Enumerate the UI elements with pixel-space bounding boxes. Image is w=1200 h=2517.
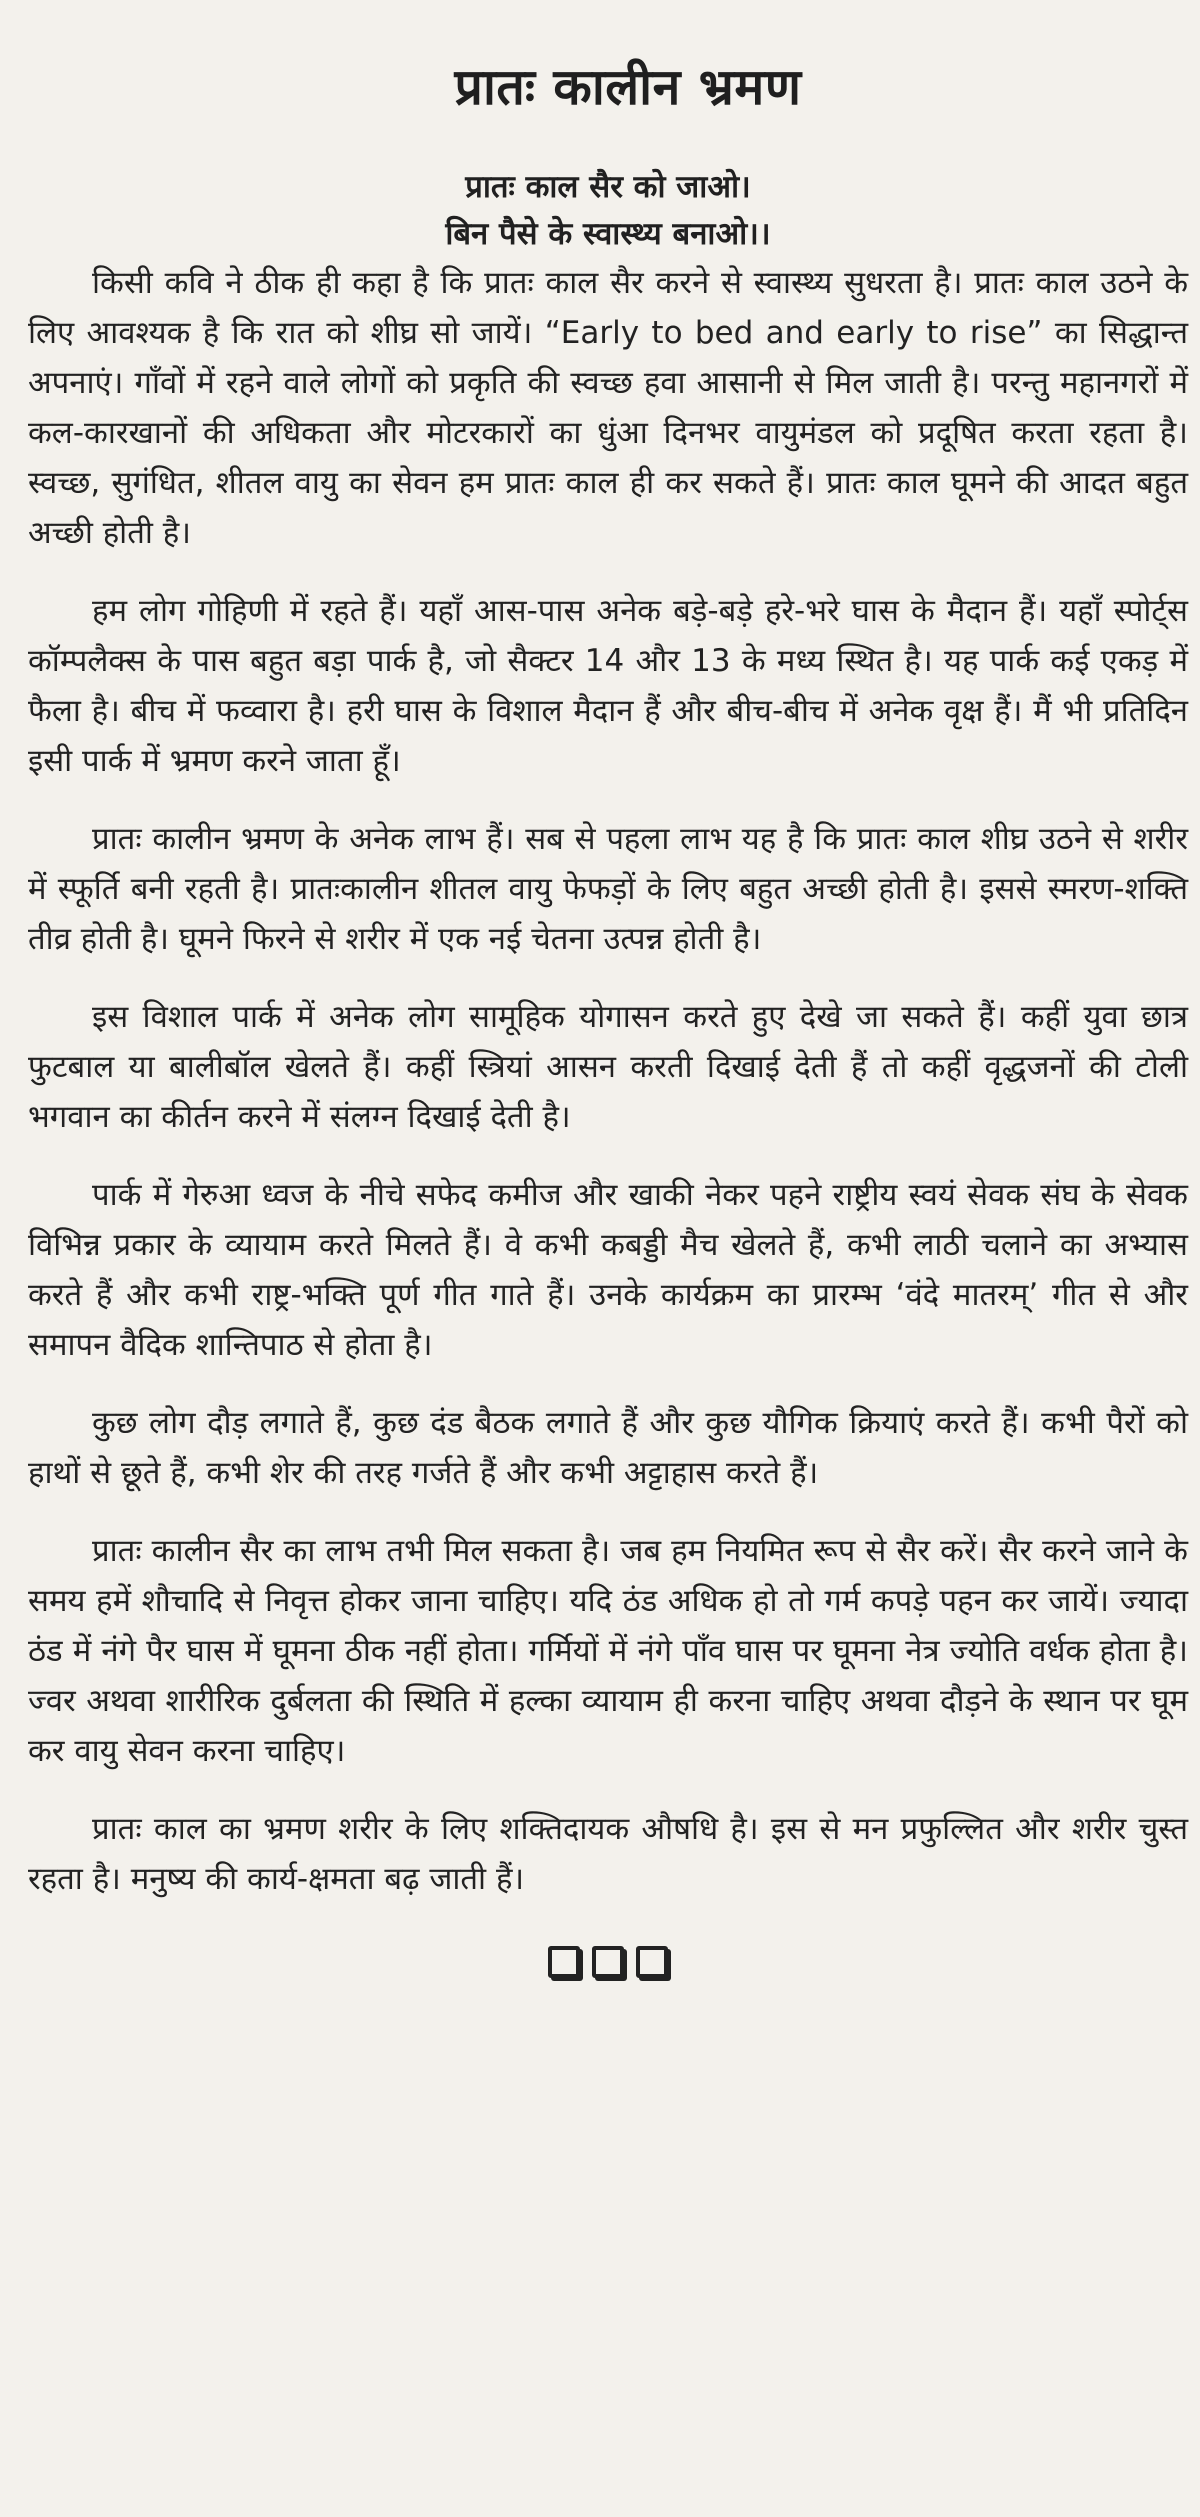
paragraph-5: पार्क में गेरुआ ध्वज के नीचे सफेद कमीज और खाकी नेकर पहने राष्ट्रीय स्वयं सेवक संघ के सेवक विभिन्न प्रकार के व्यायाम करते मिलते हैं। वे कभी कबड्डी मैच खेलते हैं, कभी लाठी चलाने का अभ्यास करते हैं और कभी राष्ट्र-भक्ति पूर्ण गीत गाते हैं। उनके कार्यक्रम का प्रारम्भ ‘वंदे मातरम्’ गीत से और समापन वैदिक शान्तिपाठ से होता है। <box>28 1177 1188 1363</box>
opening-couplet <box>28 164 1188 258</box>
paragraph-3: प्रातः कालीन भ्रमण के अनेक लाभ हैं। सब से पहला लाभ यह है कि प्रातः काल शीघ्र उठने से शरीर में स्फूर्ति बनी रहती है। प्रातःकालीन शीतल वायु फेफड़ों के लिए बहुत अच्छी होती है। इससे स्मरण-शक्ति तीव्र होती है। घूमने फिरने से शरीर में एक नई चेतना उत्पन्न होती है। <box>28 821 1188 957</box>
essay-title: प्रातः कालीन भ्रमण <box>454 58 802 116</box>
paragraph-2: हम लोग गोहिणी में रहते हैं। यहाँ आस-पास अनेक बड़े-बड़े हरे-भरे घास के मैदान हैं। यहाँ स्पोर्ट्स कॉम्पलैक्स के पास बहुत बड़ा पार्क है, जो सैक्टर 14 और 13 के मध्य स्थित है। यह पार्क कई एकड़ में फैला है। बीच में फव्वारा है। हरी घास के विशाल मैदान हैं और बीच-बीच में अनेक वृक्ष हैं। मैं भी प्रतिदिन इसी पार्क में भ्रमण करने जाता हूँ। <box>28 593 1189 779</box>
couplet-line-2: बिन पैसे के स्वास्थ्य बनाओ।। <box>445 216 771 252</box>
square-icon <box>592 1946 624 1978</box>
paragraph-6: कुछ लोग दौड़ लगाते हैं, कुछ दंड बैठक लगाते हैं और कुछ यौगिक क्रियाएं करते हैं। कभी पैरों को हाथों से छूते हैं, कभी शेर की तरह गर्जते हैं और कभी अट्टाहास करते हैं। <box>28 1405 1188 1491</box>
square-icon <box>636 1946 668 1978</box>
couplet-line-1: प्रातः काल सैर को जाओ। <box>465 169 751 205</box>
square-icon <box>548 1946 580 1978</box>
paragraph-8: प्रातः काल का भ्रमण शरीर के लिए शक्तिदायक औषधि है। इस से मन प्रफुल्लित और शरीर चुस्त रहता है। मनुष्य की कार्य-क्षमता बढ़ जाती हैं। <box>28 1811 1188 1897</box>
paragraph-7: प्रातः कालीन सैर का लाभ तभी मिल सकता है। जब हम नियमित रूप से सैर करें। सैर करने जाने के समय हमें शौचादि से निवृत्त होकर जाना चाहिए। यदि ठंड अधिक हो तो गर्म कपड़े पहन कर जायें। ज्यादा ठंड में नंगे पैर घास में घूमना ठीक नहीं होता। गर्मियों में नंगे पाँव घास पर घूमना नेत्र ज्योति वर्धक होता है। ज्वर अथवा शारीरिक दुर्बलता की स्थिति में हल्का व्यायाम ही करना चाहिए अथवा दौड़ने के स्थान पर घूम कर वायु सेवन करना चाहिए। <box>28 1533 1188 1769</box>
end-marks <box>28 1946 1188 1978</box>
paragraph-4: इस विशाल पार्क में अनेक लोग सामूहिक योगासन करते हुए देखे जा सकते हैं। कहीं युवा छात्र फुटबाल या बालीबॉल खेलते हैं। कहीं स्त्रियां आसन करती दिखाई देती हैं तो कहीं वृद्धजनों की टोली भगवान का कीर्तन करने में संलग्न दिखाई देती है। <box>28 999 1188 1135</box>
paragraph-1: किसी कवि ने ठीक ही कहा है कि प्रातः काल सैर करने से स्वास्थ्य सुधरता है। प्रातः काल उठने के लिए आवश्यक है कि रात को शीघ्र सो जायें। “Early to bed and early to rise” का सिद्धान्त अपनाएं। गाँवों में रहने वाले लोगों को प्रकृति की स्वच्छ हवा आसानी से मिल जाती है। परन्तु महानगरों में कल-कारखानों की अधिकता और मोटरकारों का धुंआ दिनभर वायुमंडल को प्रदूषित करता रहता है। स्वच्छ, सुगंधित, शीतल वायु का सेवन हम प्रातः काल ही कर सकते हैं। प्रातः काल घूमने की आदत बहुत अच्छी होती है। <box>28 265 1188 551</box>
